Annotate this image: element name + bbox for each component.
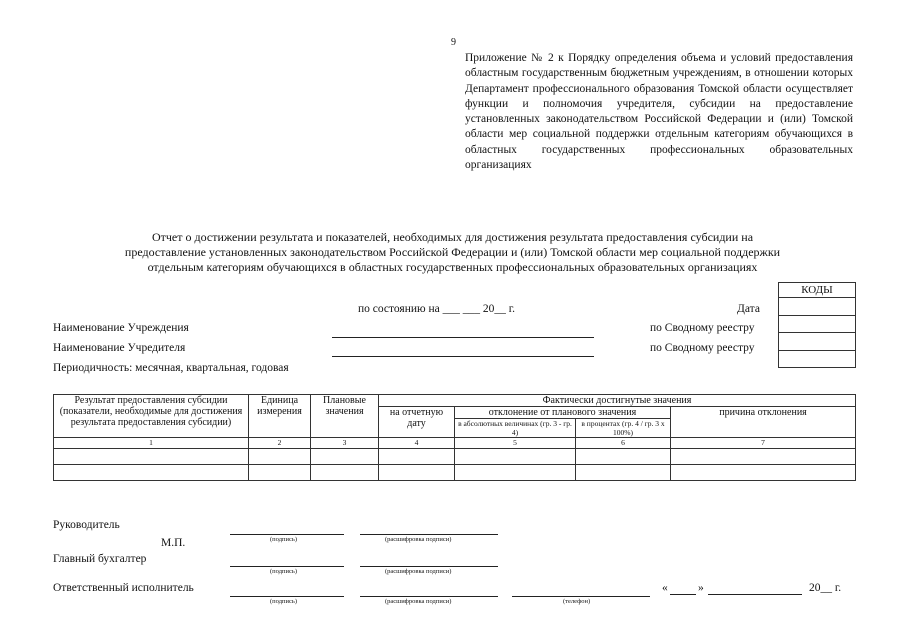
founder-label: Наименование Учредителя: [53, 342, 186, 354]
codes-table: [778, 282, 856, 368]
founder-input-line[interactable]: [332, 356, 594, 357]
col-number: 6: [576, 438, 671, 449]
as-of-date: по состоянию на ___ ___ 20__ г.: [358, 303, 516, 315]
head-signature-line[interactable]: [230, 534, 344, 535]
code-founder-cell[interactable]: [779, 333, 856, 351]
date-day-line[interactable]: [670, 594, 696, 595]
report-title-line: Отчет о достижении результата и показателей, необходимых для достижения результата предоставления субсидии на: [151, 230, 754, 244]
col-deviation-header: отклонение от планового значения: [455, 407, 671, 419]
report-title-line: предоставление установленных законодательством Российской Федерации и (или) Томской области мер социальной поддержки: [124, 245, 781, 259]
col-absolute-header: в абсолютных величинах (гр. 3 - гр. 4): [455, 419, 576, 438]
head-decode-hint: (расшифровка подписи): [385, 536, 452, 543]
table-cell[interactable]: [379, 449, 455, 465]
accountant-signature-hint: (подпись): [270, 568, 297, 575]
results-table: [53, 394, 856, 481]
executor-phone-hint: (телефон): [563, 598, 591, 605]
page-number: 9: [451, 37, 456, 48]
col-number: 2: [249, 438, 311, 449]
chief-accountant-label: Главный бухгалтер: [53, 553, 147, 565]
col-reason-header: причина отклонения: [671, 407, 856, 438]
code-date-cell[interactable]: [779, 298, 856, 316]
col-unit-header: Единица измерения: [249, 395, 311, 438]
appendix-heading: Приложение № 2 к Порядку определения объема и условий предоставления областным государственным бюджетным учреждениям, в отношении которых Департамент профессионального образования Томской области осуществляет функции и полномочия учредителя, субсидии на предоставление установленных законодательством Российской Федерации и (или) Томской области мер социальной поддержки отдельным категориям обучающихся в областных государственных профессиональных образовательных организациях: [465, 52, 853, 172]
executor-signature-line[interactable]: [230, 596, 344, 597]
col-reporting-date-header: на отчетную дату: [379, 407, 455, 438]
table-cell[interactable]: [671, 465, 856, 481]
head-decode-line[interactable]: [360, 534, 498, 535]
col-number: 1: [54, 438, 249, 449]
table-row: [54, 465, 856, 481]
table-cell[interactable]: [249, 449, 311, 465]
executor-label: Ответственный исполнитель: [53, 582, 194, 594]
accountant-decode-line[interactable]: [360, 566, 498, 567]
table-cell[interactable]: [311, 449, 379, 465]
code-periodicity-cell[interactable]: [779, 350, 856, 368]
institution-label: Наименование Учреждения: [53, 322, 189, 334]
registry-label-institution: по Сводному реестру: [650, 322, 755, 334]
date-quote-open: «: [662, 582, 668, 594]
col-planned-header: Плановые значения: [311, 395, 379, 438]
table-cell[interactable]: [576, 449, 671, 465]
code-institution-cell[interactable]: [779, 315, 856, 333]
executor-signature-hint: (подпись): [270, 598, 297, 605]
institution-input-line[interactable]: [332, 337, 594, 338]
table-cell[interactable]: [54, 465, 249, 481]
col-number: 4: [379, 438, 455, 449]
date-month-line[interactable]: [708, 594, 802, 595]
table-cell[interactable]: [54, 449, 249, 465]
accountant-decode-hint: (расшифровка подписи): [385, 568, 452, 575]
table-cell[interactable]: [671, 449, 856, 465]
col-result-header: Результат предоставления субсидии (показатели, необходимые для достижения результата предоставления субсидии): [54, 395, 249, 438]
table-cell[interactable]: [379, 465, 455, 481]
head-label: Руководитель: [53, 519, 120, 531]
codes-header: КОДЫ: [779, 283, 856, 298]
date-quote-close: »: [698, 582, 704, 594]
head-signature-hint: (подпись): [270, 536, 297, 543]
col-number: 3: [311, 438, 379, 449]
registry-label-founder: по Сводному реестру: [650, 342, 755, 354]
periodicity-label: Периодичность: месячная, квартальная, годовая: [53, 362, 289, 374]
table-cell[interactable]: [576, 465, 671, 481]
executor-decode-hint: (расшифровка подписи): [385, 598, 452, 605]
table-cell[interactable]: [455, 465, 576, 481]
col-number: 7: [671, 438, 856, 449]
date-year: 20__ г.: [809, 582, 842, 594]
report-title: [40, 230, 865, 275]
table-cell[interactable]: [311, 465, 379, 481]
table-row: [54, 449, 856, 465]
executor-decode-line[interactable]: [360, 596, 498, 597]
table-cell[interactable]: [249, 465, 311, 481]
col-number: 5: [455, 438, 576, 449]
table-cell[interactable]: [455, 449, 576, 465]
date-label: Дата: [737, 303, 760, 315]
executor-phone-line[interactable]: [512, 596, 650, 597]
col-percent-header: в процентах (гр. 4 / гр. 3 х 100%): [576, 419, 671, 438]
col-actual-header: Фактически достигнутые значения: [379, 395, 856, 407]
stamp-label: М.П.: [161, 537, 186, 549]
accountant-signature-line[interactable]: [230, 566, 344, 567]
report-title-line: отдельным категориям обучающихся в областных государственных профессиональных образовательных организациях: [147, 260, 758, 274]
